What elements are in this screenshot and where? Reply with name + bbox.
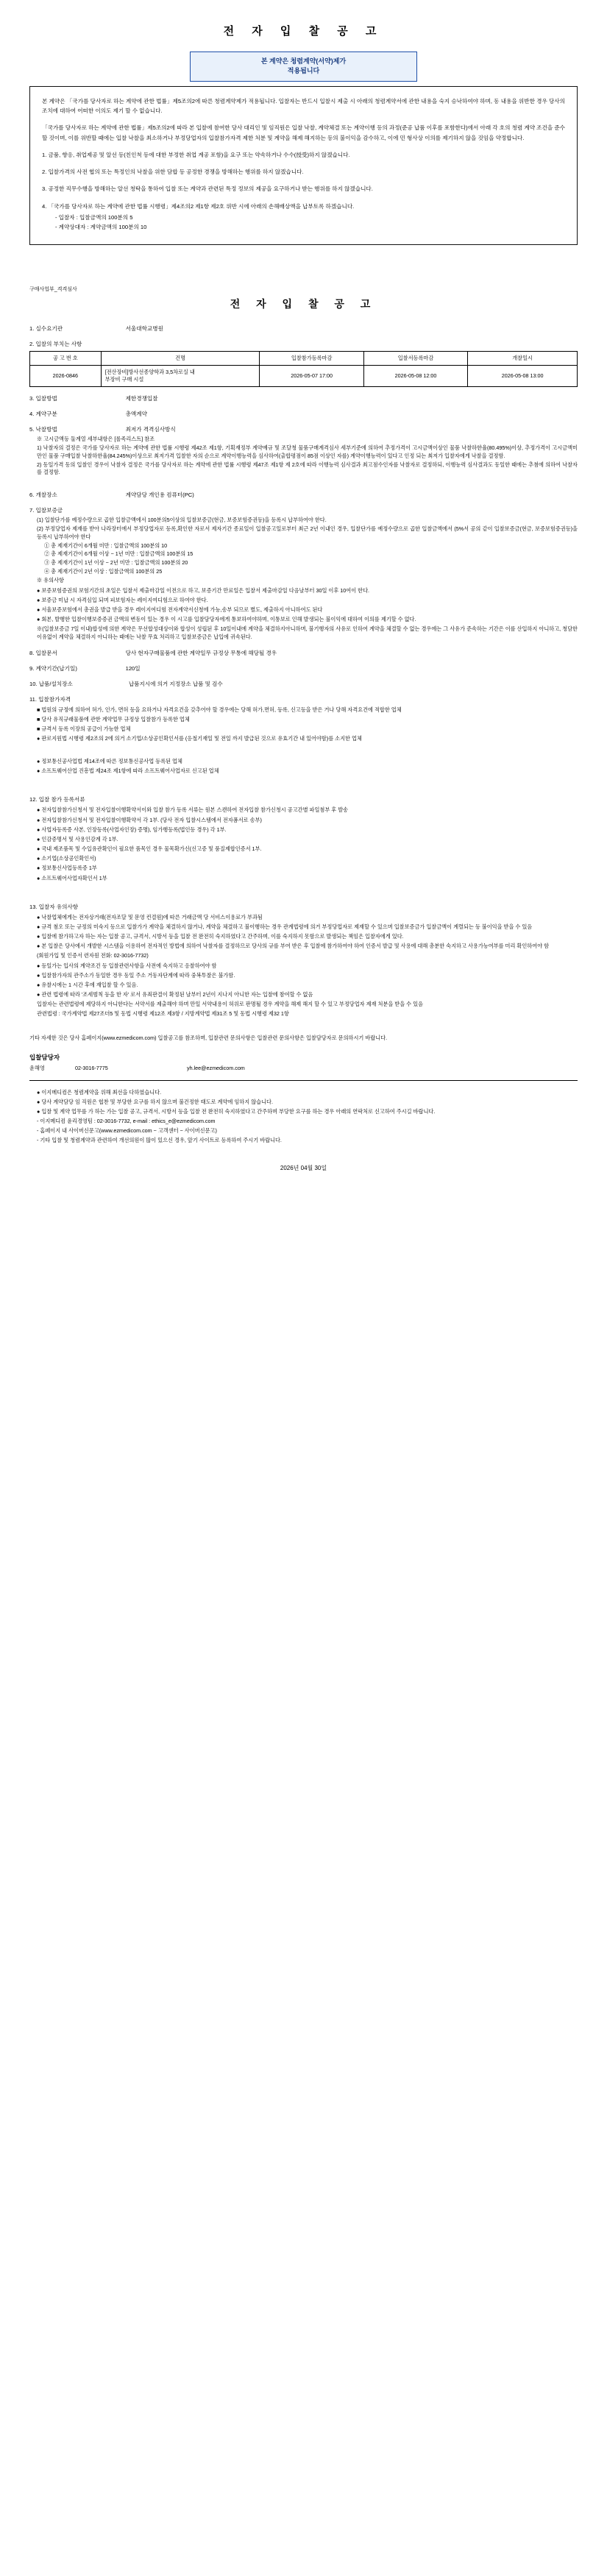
item-1-label: 실수요기관 [35,325,63,332]
item-7-note-2: ① 총 제재기간이 6개월 미만 : 입찰금액의 100분의 10 [44,542,168,549]
table-header-row [30,352,578,366]
contact-heading-label: 입찰담당자 [29,1053,60,1061]
item-5-label: 낙찰방법 [35,426,57,433]
item-6-label: 개찰장소 [35,492,57,499]
item-13-line-5: ● 등일가는 입사의 계약조건 등 입찰관련사항을 사전에 숙지하고 응찰하여야 함 [37,962,217,969]
cell-registration-deadline: 2026-05-07 17:00 [260,366,363,387]
item-12-row [29,795,578,803]
item-9-row [29,664,578,673]
item-9-value: 120일 [125,664,141,672]
footer-note-1: ● 당사 계약담당 임 직원은 협찬 및 부당한 요구를 하지 않으며 불건정한 태도로 계약에 임하지 않습니다. [37,1098,273,1105]
item-11-extra-1: ● 소프트웨어산업 진흥법 제24조 제1항에 따라 소프트웨어사업자로 신고된 업체 [37,767,219,775]
sheet-tab-label: 구매사업부_격격심사 [29,286,77,292]
item-11-no: 11. [29,695,37,703]
project-name-line-2: 부장비 구매 시설 [104,376,144,383]
item-4-value: 총액계약 [125,411,147,418]
contact-phone: 02-3016-7775 [75,1065,108,1072]
th-registration-deadline: 입찰참가등록마감 [260,352,363,366]
contact-heading [29,1053,578,1062]
item-7-caution-1: ● 보증보험증권의 보험기간의 초일은 입찰서 제출마감일 이전으로 하고, 보증기간 만료일은 입찰서 제출마감일 다음날부터 30일 이후 10여이 한다. [37,586,370,594]
item-8-label: 입찰문서 [35,649,57,656]
th-bid-deadline: 입찰서등록마감 [363,352,467,366]
item-5-note-2: 2) 동일가격 동의 입찰인 경우이 낙찰자 결정은 국가를 당사자로 하는 계약에 관한 법률 시행령 제47조 제1항 제 2호에 따라 이행능력 심사결과 최고점수인자를 낙찰자로 결정하되, 이행능력 심사결과도 동일한 때에는 추첨에 의하여 낙찰자를 결정함. [37,461,578,476]
item-7-note-5: ④ 총 제재기간이 2년 이상 : 입찰금액의 100분의 25 [44,568,163,575]
clean-clause-2: 2. 입찰가격의 사전 협의 또는 특정인의 낙찰을 위한 담합 등 공정한 경쟁을 방해하는 행위를 하지 않겠습니다. [42,168,304,176]
table-row [30,366,578,387]
item-13-line-6: ● 입찰참가자의 관주소가 동일한 경우 동일 주소 거동자단계에 따라 중복투찰은 불가함. [37,971,235,979]
clean-contract-banner-wrap [29,52,578,82]
item-13-row [29,903,578,911]
item-7-note-1: (2) 부정당업자 제재를 받아 나라장터에서 부정당업자로 등록,확인한 자로서 제자기간 종료일이 입찰공고일로부터 최근 2년 이내인 경우, 입찰단가를 예정수량으로 곱한 입찰금액에서 (5%서 공의 같이 입찰보증금(현금, 보증보험증권등)을 등록시 납부하여야 한다 [37,525,578,540]
issue-date: 2026년 04월 30일 [280,1164,327,1171]
clean-intro-text: 본 계약은 「국가를 당사자로 하는 계약에 관한 법률」제5조의2에 따른 청렴계약제가 적용됩니다. 입찰자는 반드시 입찰시 제출 시 아래의 청렴계약서에 관한 내용을 숙지 승낙하여야 하며, 동 내용을 위반한 경우 당사의 조치에 대하여 어떠한 이의도 제기 할 수 없습니다. [42,97,565,115]
item-4-no: 4. [29,411,35,418]
th-open-datetime: 개찰일시 [468,352,578,366]
item-7-row [29,506,578,514]
th-announcement-no: 공 고 번 호 [30,352,102,366]
item-12-label: 입찰 참가 등록서류 [38,796,85,803]
item-8-row [29,649,578,657]
clean-clause-4: 4. 「국가를 당사자로 하는 계약에 관한 법률 시행령」제4조의2 제1항 제2호 위반 시에 아래의 손해배상액을 납부토록 하겠습니다. [42,202,355,210]
contact-name: 윤해영 [29,1065,45,1072]
cell-announcement-no: 2026-0846 [30,366,102,387]
item-12-line-7: ● 소프트웨어사업자확인서 1부 [37,874,107,881]
item-3-no: 3. [29,395,35,402]
item-1-no: 1. [29,325,35,332]
item-9-no: 9. [29,664,35,672]
item-7-label: 입찰보증금 [35,507,63,514]
cell-bid-deadline: 2026-05-08 12:00 [363,366,467,387]
clean-clause-3: 3. 공정한 직무수행을 방해하는 알선 청탁을 통하여 입찰 또는 계약과 관련된 특정 정보의 제공을 요구하거나 받는 행위를 하지 않겠습니다. [42,185,373,193]
bid-info-table [29,351,578,387]
item-11-line-1: ■ 당사 유직규래물품에 관한 계약업무 규정상 입찰참가 등록한 업체 [37,715,190,723]
item-5-note-0: ※ 고시금액등 둘계열 세부내항은 [롤족리스트] 참조 [37,436,155,443]
project-name-line-1: [전산장비]방사선종양학과 3,5차로실 내 [104,369,195,376]
item-12-line-3: ● 인감증명서 및 사용인감계 각 1부. [37,835,118,842]
item-12-line-6: ● 정보통신사업등록증 1부 [37,865,97,872]
item-1-value: 서울대학교병원 [125,325,163,332]
item-10-value: 납품지시에 의거 지정장소 납품 및 검수 [128,680,223,687]
item-12-line-2: ● 사업자등록증 사본, 인장등록(사업자인장) 증명), 임가행등록(법인등 경우) 각 1부. [37,826,227,833]
item-13-line-0: ● 낙찰업체에게는 전자상거래(전자조달 및 문영 컨결원)에 따른 거래금액 당 서비스이용료가 부과됨 [37,913,263,920]
item-2-no: 2. [29,341,35,347]
banner-line-1: 본 계약은 청렴계약(서약)제가 [260,57,347,65]
clean-paragraph-1: 「국가를 당사자로 하는 계약에 관한 법률」제5조의2에 따라 본 입찰에 참여한 당사 대리인 및 임직원은 입찰 낙찰, 계약체결 또는 계약이행 등의 과정(준공 납품 이후를 포함한다)에서 아래 각 호의 청렴 계약 조건을 준수할 것이며, 이를 위반할 때에는 입찰 낙찰을 최소하거나 부정당업자의 입찰참가자격 제한 처분 및 계약을 해제 해지하는 등의 불이익을 감수하고, 이에 민 형사상 이의를 제기하지 않을 것임을 약정합니다. [42,124,565,141]
item-9-label: 계약기간(납기일) [35,664,77,672]
item-7-no: 7. [29,507,35,514]
item-8-value: 당사 현자구매물품에 관한 계약일무 규정상 무통에 해당될 경우 [125,649,277,656]
item-12-no: 12. [29,796,38,803]
item-10-label: 납품/설치장소 [38,680,73,687]
item-13-line-10: 관련법령 : 국가계약법 제27조더5 및 동법 시행령 제12조 제3항 / 지방계약법 제31조 5 및 동법 시행령 제32 1항 [37,1010,289,1018]
item-5-no: 5. [29,426,35,433]
page-title-clean-contract: 전 자 입 찰 공 고 [223,25,384,38]
item-6-no: 6. [29,492,35,499]
item-5-value: 최저가 격격심사방식 [125,426,176,433]
contact-row [29,1065,578,1072]
item-2-row [29,340,578,348]
item-4-row [29,410,578,418]
item-13-line-9: 입찰자는 관련법령에 제당하지 아니한다는 서약서를 제출해야 하며 만일 서약내용이 허위로 판명될 경우 계약을 해제 해지 할 수 있고 부정당업자 제재 처분을 받을 수 있음 [37,1001,424,1008]
item-7-caution-5: ※(입찰보증금 7일 이내)합성에 의한 계약은 무선합성대상이와 합성이 성립된 후 10일이내에 계약을 체결하지아니하며, 불기행자의 사유로 인하여 계약을 체결할 수 없는 경우에는 그 사유가 준속하는 기간은 이를 산입하지 아니하고, 청담한 이유없이 계약을 체결하지 아니하는 때에는 낙찰 무효 처리하고 입찰보증금은 납입에 귀속된다. [37,625,578,641]
footer-note-3: - 이지메디컴 윤리경영팀 : 02-3016-7732, e-mail : ethics_e@ezmedicom.com [37,1118,216,1125]
item-13-line-4: (회원가입 및 인증서 련자원 전화: 02-3016-7732) [37,952,149,959]
item-7-note-3: ② 총 제재기간이 6개월 이상 ~ 1년 미만 : 입찰금액의 100분의 15 [44,550,194,558]
item-1-row [29,324,578,333]
item-7-caution-4: ● 회본, 발행한 입찰이행보증증권 금액의 변동이 있는 경우 이 시고를 입찰담당자에게 통보하여야하며, 이통보로 인해 발생되는 불이익에 대하여 이의를 제기할 수 없다. [37,616,416,623]
item-12-line-1: ● 전자입찰참가신청서 및 전자입찰이행확약서 각 1부. (당사 전자 입찰시스템에서 전자폼서로 송부) [37,816,262,823]
item-13-line-7: ● 유찰시에는 1 시간 후에 재입찰 할 수 있음. [37,981,138,988]
clean-clause-4-b: - 계약상대자 : 계약금액의 100분의 10 [55,224,147,231]
item-7-note-0: (1) 입찰단가를 예정수량으로 곱한 입찰금액에서 100분의5이상의 입찰보증금(현금, 보증보험증권등)을 등록시 납부하여야 한다. [37,517,327,524]
item-10-no: 10. [29,680,38,687]
clean-clause-1: 1. 금품, 향응, 취업제공 및 알선 등(친인척 등에 대한 부정한 취업 계공 포함)을 요구 또는 약속하거나 수수(授受)하지 않겠습니다. [42,151,350,158]
footer-note-0: ● 이지메디컴은 청렴계약을 위해 최선을 다하였습니다. [37,1088,162,1096]
item-13-no: 13. [29,903,38,910]
clean-clause-4-a: - 입찰자 : 입찰금액의 100분의 5 [55,214,133,221]
item-7-caution-2: ● 보증금 미납 시 자격심입 되며 피보험자는 레이지여디험으로 하여야 한다. [37,596,208,603]
item-5-note-1: 1) 낙찰자의 결정은 국가를 당사자로 하는 계약에 관한 법률 시행령 제42조 제1항, 기획재정부 계약예규 및 조달청 물품구매계격심사 세부기준에 의하여 추정가격이 고시금액이상인 물품 낙찰하한율(80.495%)이상, 추정가격이 고시금액미만인 물품 구매입찰 낙찰하한율(84.245%)이상으로 최저가격 입찰한 자의 순으로 계약이행능력을 심사하여(출합평점이 85점 이상인 자를) 계약이행능력이 있다고 인정 되는 최저가 입찰자에게 낙찰을 결정함. [37,444,578,459]
item-13-label: 입찰자 유의사항 [38,903,79,910]
cell-project-name [101,366,260,387]
item-6-row [29,491,578,499]
item-3-value: 제한경쟁입찰 [125,395,158,402]
cell-open-datetime: 2026-05-08 13:00 [468,366,578,387]
contact-email[interactable]: yh.lee@ezmedicom.com [187,1065,245,1072]
item-11-line-3: ● 판로지원법 시행령 제2조의 2에 의거 소기업/소상공인확인서를 (응철기재일 및 전일 까지 발급된 것으로 유효기간 내 있어야함)를 소지한 업체 [37,735,362,742]
item-11-label: 입찰참가자격 [38,695,71,703]
item-3-row [29,394,578,402]
clean-contract-banner [190,52,417,82]
item-12-line-0: ● 전자입찰참가신청서 및 전자입찰이행확약서이와 입찰 참가 등록 서류는 원본 스캔하여 전자입찰 참가신청시 공고간별 파일첨부 후 발송 [37,806,349,814]
item-6-value: 계약담당 개인용 컴퓨터(PC) [125,492,194,499]
item-13-line-3: ● 본 입찰은 당사에서 개발한 시스템을 이용하여 전자적인 방법에 의하여 낙찰자를 결정하므로 당사의 규를 부여 받은 후 입찰에 참가하여야 하여 인증서 발급 및 사용에 대해 총분한 숙지하고 사용가능여부를 미리 확인하여야 함 [37,943,550,950]
th-project-name: 건명 [101,352,260,366]
item-13-line-2: ● 입찰에 참가하고자 하는 자는 입찰 공고, 규격서, 시방서 등을 입찰 전 완전히 숙지하였다고 간주하며, 이를 숙지하지 못함으로 발생되는 책임은 입찰자에게 있다. [37,933,404,940]
item-13-line-8: ● 관련 법령에 따라 '조세범칙 등을 한 자' 로서 유죄판결이 확정된 날부터 2년이 지나지 아니한 자는 입찰에 참여할 수 없음 [37,990,313,998]
item-3-label: 입찰방법 [35,395,57,402]
footer-divider [29,1080,578,1081]
item-12-line-5: ● 소기업(소상공인확인서) [37,855,96,862]
footer-note-4: - 홈페이지 내 사이버신문고(www.ezmedicom.com ~ 고객센터 ~ 사이버신문고) [37,1127,217,1135]
item-12-line-4: ● 국내 제조품목 및 수입유관확인이 필요한 품목인 경우 물목확가신(신고증 및 품질제합인증서 1부. [37,845,262,853]
item-5-row [29,425,578,433]
item-11-row [29,695,578,703]
footer-note-2: ● 입찰 및 계약 업무를 가 하는 가는 입찰 공고, 규격서, 시방서 등을 입찰 전 완전히 숙지하였다고 간주하며 부당한 요구를 하는 경우 아래의 연락처로 신고하여 주시길 바랍니다. [37,1108,436,1115]
clean-contract-box [29,86,578,245]
item-7-caution-3: ● 서울보증보험에서 총권을 발급 받을 경우 레이지여디험 전자계약서신청에 가능,송부 되므로 별도, 제출하지 아니하여도 된다 [37,606,323,613]
item-7-caution-0: ※ 유의사항 [37,576,64,583]
item-10-row [29,680,578,688]
footer-note-5: - 기타 입찰 및 청렴계약과 관련하여 개선의원이 많이 있으신 경우, 앞기 사이트로 등록하여 주시기 바랍니다. [37,1137,282,1144]
item-13-line-1: ● 규격 첨오 또는 규정의 미숙지 등으로 입찰가가 계약을 체결하지 않거나, 계약을 체결하고 불이행하는 경우 관계법령에 의거 부정당업자로 제재할 수 있으며 입찰보증금가 입찰금액이 계렬되는 등 불이익을 받을 수 있음 [37,923,533,930]
item-4-label: 계약구분 [35,411,57,418]
item-7-note-4: ③ 총 제재기간이 1년 이상 ~ 2년 미만 : 입찰금액의 100분의 20 [44,559,188,567]
page-title-announcement: 전 자 입 찰 공 고 [230,297,377,310]
item-2-label: 입찰의 부치는 사항 [35,341,82,347]
footer-note: 기타 자세한 것은 당사 홈페이지(www.ezmedicom.com) 입찰공고를 참조하며, 입찰관련 문의사항은 입찰관련 문의사항은 입찰담당자로 문의하시기 바랍니다. [29,1035,388,1042]
item-8-no: 8. [29,649,35,656]
item-11-line-0: ■ 법원의 규정에 의하여 허가, 인가, 면허 등을 요하거나 자격요건을 갖추어야 할 경우에는 당해 허가,면허, 등록, 신고등을 받은 거나 당해 자격요건에 적합한 업체 [37,706,402,713]
banner-line-2: 적용됩니다 [287,67,320,75]
item-11-line-2: ■ 규격서 등록 이장의 공급이 가능한 업체 [37,725,131,732]
item-11-extra-0: ● 정보통신공사업법 제14조에 따른 정보통신공사업 등록된 업체 [37,758,182,765]
